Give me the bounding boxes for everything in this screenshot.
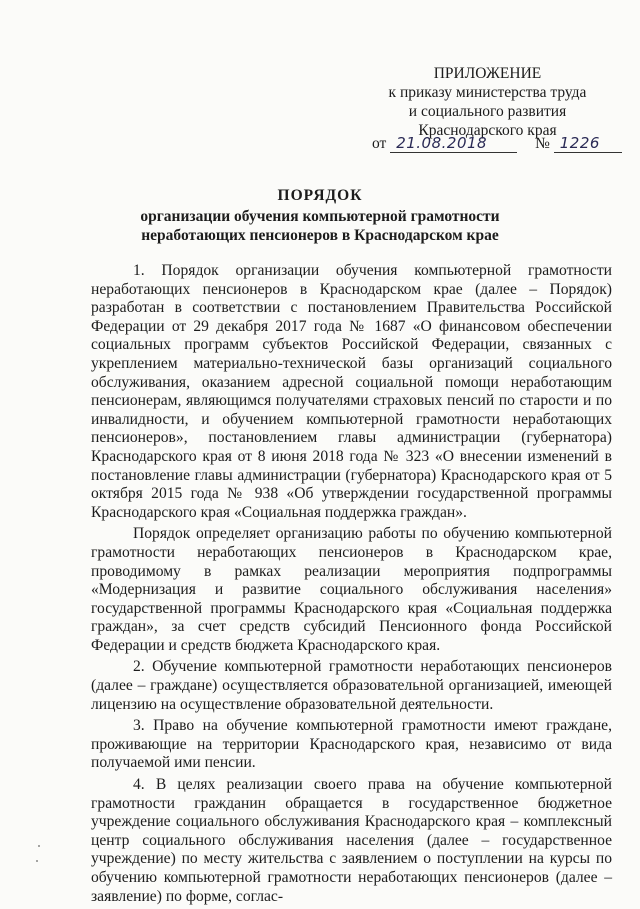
title-sub-1: организации обучения компьютерной грамотности: [140, 208, 500, 225]
appendix-line-2: и социального развития: [408, 103, 567, 120]
order-date: 21.08.2018: [390, 134, 517, 153]
document-body: [91, 262, 612, 909]
order-date-line: [372, 134, 612, 153]
paragraph-5: 4. В целях реализации своего права на обучение компьютерной грамотности гражданин обращается в государственное бюджетное учреждение социального обслуживания Краснодарского края – комплексный центр социального обслуживания населения (далее – государственное учреждение) по месту жительства с заявлением о поступлении на курсы по обучению компьютерной грамотности неработающих пенсионеров (далее – заявление) по форме, соглас-: [91, 776, 612, 905]
appendix-line-1: к приказу министерства труда: [388, 84, 587, 101]
scan-speck: [38, 845, 40, 847]
order-number: 1226: [554, 134, 622, 153]
appendix-header: [370, 64, 605, 140]
title-sub-2: неработающих пенсионеров в Краснодарском крае: [141, 227, 499, 244]
scan-speck: [36, 860, 38, 862]
title-main: ПОРЯДОК: [277, 187, 363, 204]
paragraph-1: 1. Порядок организации обучения компьютерной грамотности неработающих пенсионеров в Краснодарском крае (далее – Порядок) разработан в соответствии с постановлением Правительства Российской Федерации от 29 декабря 2017 года № 1687 «О финансовом обеспечении социальных программ субъектов Российской Федерации, связанных с укреплением материально-технической базы организаций социального обслуживания, оказанием адресной социальной помощи неработающим пенсионерам, являющимся получателями страховых пенсий по старости и по инвалидности, и обучением компьютерной грамотности неработающих пенсионеров», постановлением главы администрации (губернатора) Краснодарского края от 8 июня 2018 года № 323 «О внесении изменений в постановление главы администрации (губернатора) Краснодарского края от 5 октября 2015 года № 938 «Об утверждении государственной программы Краснодарского края «Социальная поддержка граждан».: [91, 262, 612, 521]
number-label: №: [535, 135, 550, 152]
from-label: от: [372, 135, 387, 152]
paragraph-4: 3. Право на обучение компьютерной грамотности имеют граждане, проживающие на территории Краснодарского края, независимо от вида получаемой ими пенсии.: [91, 717, 612, 772]
paragraph-3: 2. Обучение компьютерной грамотности неработающих пенсионеров (далее – граждане) осуществляется образовательной организацией, имеющей лицензию на осуществление образовательной деятельности.: [91, 658, 612, 713]
paragraph-2: Порядок определяет организацию работы по обучению компьютерной грамотности неработающих пенсионеров в Краснодарском крае, проводимому в рамках реализации мероприятия подпрограммы «Модернизация и развитие социального обслуживания населения» государственной программы Краснодарского края «Социальная поддержка граждан», за счет средств субсидий Пенсионного фонда Российской Федерации и средств бюджета Краснодарского края.: [91, 525, 612, 654]
appendix-title: ПРИЛОЖЕНИЕ: [433, 65, 542, 82]
appendix-line-3: Краснодарского края: [418, 122, 557, 139]
document-title: [60, 186, 580, 245]
